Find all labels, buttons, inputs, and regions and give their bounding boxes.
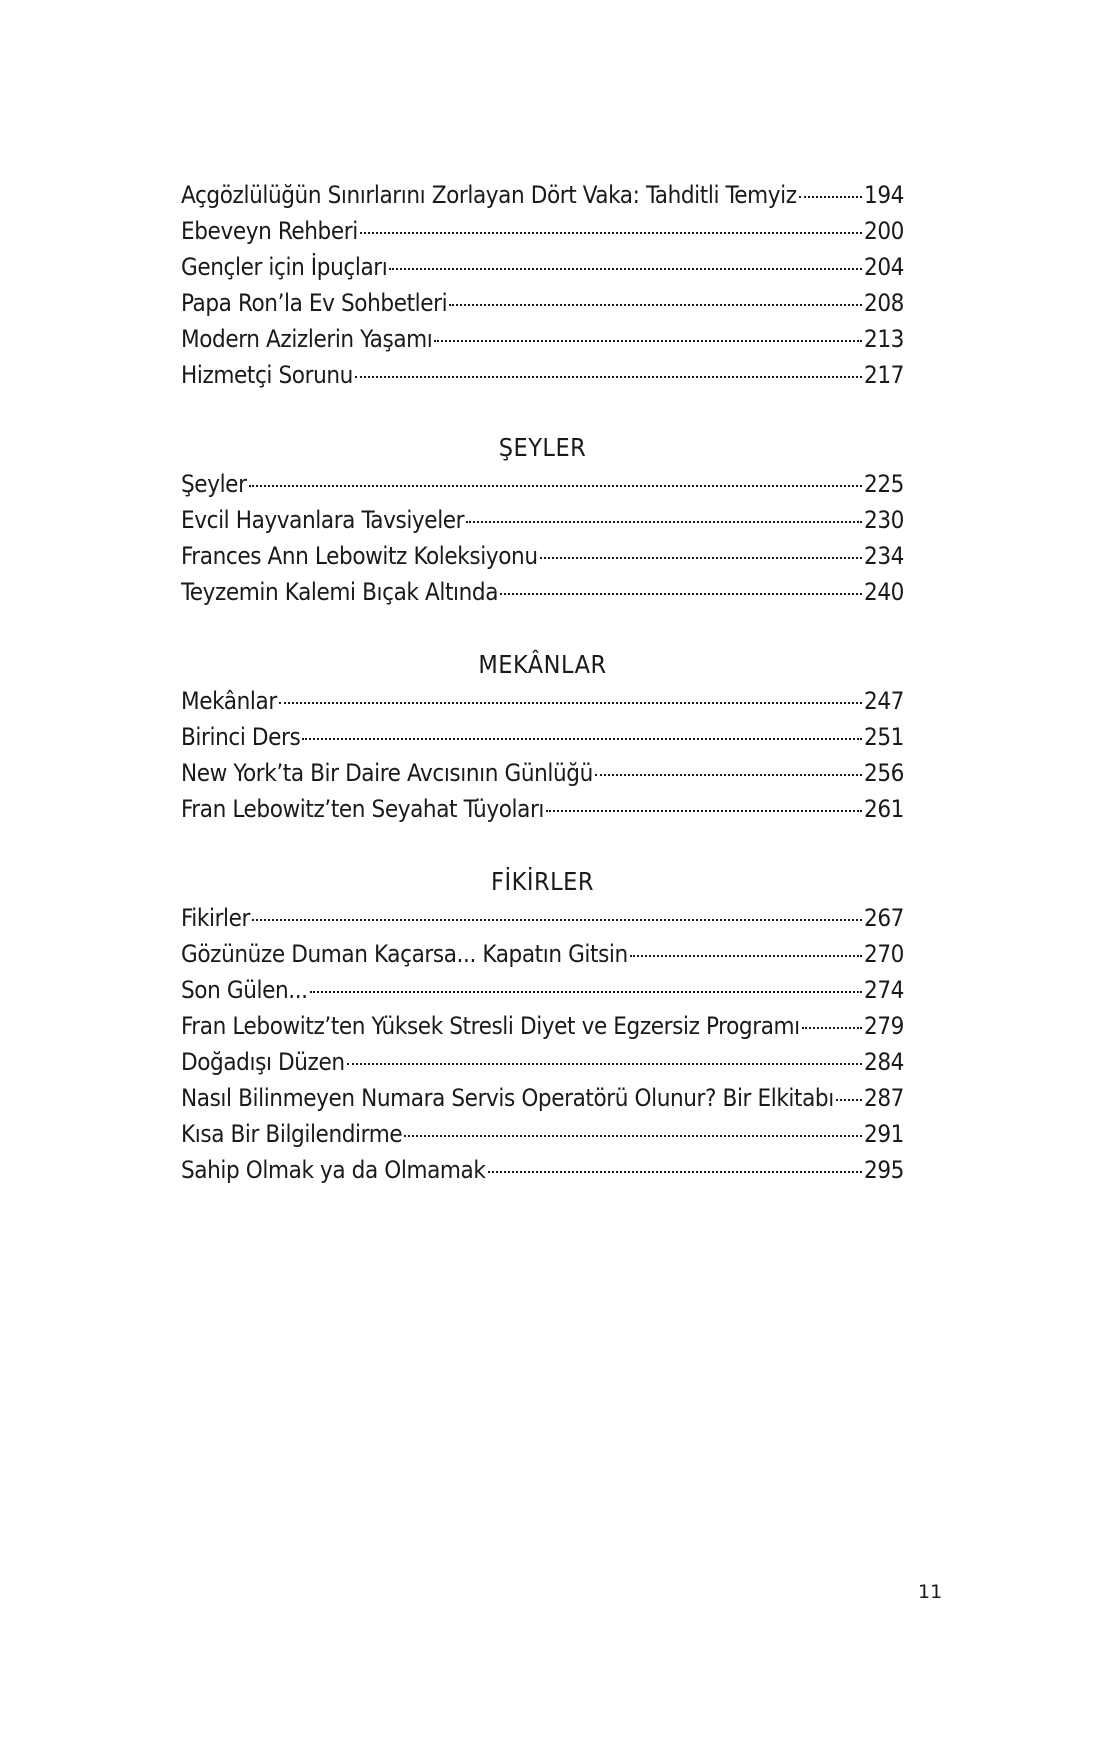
section-heading: MEKÂNLAR	[478, 650, 607, 679]
toc-section-seyler	[181, 430, 904, 610]
toc-entry	[181, 791, 904, 827]
dot-leader	[802, 1027, 862, 1029]
toc-entry-page: 240	[863, 578, 904, 606]
toc-section-intro	[181, 177, 904, 393]
toc-section-fikirler	[181, 864, 904, 1188]
toc-section-mekanlar	[181, 647, 904, 827]
dot-leader	[249, 485, 862, 487]
dot-leader	[355, 376, 862, 378]
dot-leader	[389, 268, 862, 270]
toc-entry-title: Doğadışı Düzen	[181, 1048, 345, 1076]
section-heading: ŞEYLER	[498, 433, 587, 462]
dot-leader	[500, 593, 862, 595]
toc-entry-title: Şeyler	[181, 470, 247, 498]
toc-entry-title: Gençler için İpuçları	[181, 253, 388, 281]
toc-entry-title: Frances Ann Lebowitz Koleksiyonu	[181, 542, 538, 570]
toc-entry-title: New York’ta Bir Daire Avcısının Günlüğü	[181, 759, 593, 787]
toc-entry	[181, 719, 904, 755]
toc-entry	[181, 1008, 904, 1044]
toc-entry-page: 270	[863, 940, 904, 968]
toc-entry	[181, 502, 904, 538]
dot-leader	[404, 1135, 862, 1137]
toc-entry-title: Açgözlülüğün Sınırlarını Zorlayan Dört Vaka: Tahditli Temyiz	[181, 181, 797, 209]
toc-entry	[181, 972, 904, 1008]
toc-entry-page: 208	[863, 289, 904, 317]
toc-entry	[181, 285, 904, 321]
dot-leader	[799, 196, 862, 198]
toc-entry	[181, 538, 904, 574]
dot-leader	[347, 1063, 862, 1065]
toc-entry-title: Hizmetçi Sorunu	[181, 361, 353, 389]
toc-entry-title: Ebeveyn Rehberi	[181, 217, 358, 245]
section-heading: FİKİRLER	[491, 867, 594, 896]
dot-leader	[360, 232, 862, 234]
toc-entry-title: Son Gülen...	[181, 976, 308, 1004]
toc-entry-page: 267	[863, 904, 904, 932]
toc-entry	[181, 574, 904, 610]
toc-entry	[181, 213, 904, 249]
toc-entry	[181, 755, 904, 791]
toc-entry	[181, 683, 904, 719]
toc-entry-title: Teyzemin Kalemi Bıçak Altında	[181, 578, 499, 606]
toc-entry	[181, 177, 904, 213]
toc-entry-page: 217	[863, 361, 904, 389]
toc-entry-title: Mekânlar	[181, 687, 277, 715]
toc-entry-page: 261	[863, 795, 904, 823]
dot-leader	[279, 702, 862, 704]
toc-entry-title: Gözünüze Duman Kaçarsa... Kapatın Gitsin	[181, 940, 628, 968]
toc-entry	[181, 1044, 904, 1080]
toc-entry-title: Sahip Olmak ya da Olmamak	[181, 1156, 486, 1184]
toc-entry	[181, 1080, 904, 1116]
toc-entry	[181, 249, 904, 285]
toc-entry-page: 251	[863, 723, 904, 751]
toc-entry-page: 194	[863, 181, 904, 209]
toc-entry-title: Fran Lebowitz’ten Yüksek Stresli Diyet ve Egzersiz Programı	[181, 1012, 800, 1040]
toc-entry-page: 225	[863, 470, 904, 498]
toc-entry-page: 256	[863, 759, 904, 787]
dot-leader	[252, 919, 862, 921]
toc-entry	[181, 936, 904, 972]
table-of-contents	[181, 177, 904, 1188]
toc-entry-page: 247	[863, 687, 904, 715]
toc-entry-title: Papa Ron’la Ev Sohbetleri	[181, 289, 448, 317]
toc-entry-title: Fran Lebowitz’ten Seyahat Tüyoları	[181, 795, 545, 823]
dot-leader	[488, 1171, 862, 1173]
toc-entry	[181, 321, 904, 357]
dot-leader	[434, 340, 862, 342]
toc-entry	[181, 1116, 904, 1152]
dot-leader	[836, 1099, 862, 1101]
toc-entry-title: Kısa Bir Bilgilendirme	[181, 1120, 403, 1148]
toc-entry-page: 287	[863, 1084, 904, 1112]
toc-entry-page: 234	[863, 542, 904, 570]
toc-entry-title: Nasıl Bilinmeyen Numara Servis Operatörü Olunur? Bir Elkitabı	[181, 1084, 834, 1112]
toc-entry-page: 230	[863, 506, 904, 534]
toc-entry	[181, 466, 904, 502]
toc-entry-page: 279	[863, 1012, 904, 1040]
toc-entry-page: 213	[863, 325, 904, 353]
toc-entry	[181, 357, 904, 393]
toc-entry-page: 284	[863, 1048, 904, 1076]
dot-leader	[466, 521, 862, 523]
dot-leader	[630, 955, 862, 957]
dot-leader	[302, 738, 862, 740]
toc-entry	[181, 900, 904, 936]
toc-entry-title: Fikirler	[181, 904, 251, 932]
toc-entry-title: Birinci Ders	[181, 723, 301, 751]
toc-entry-page: 295	[863, 1156, 904, 1184]
toc-entry-page: 204	[863, 253, 904, 281]
toc-entry-page: 274	[863, 976, 904, 1004]
dot-leader	[449, 304, 862, 306]
toc-entry-page: 200	[863, 217, 904, 245]
page-number: 11	[918, 1581, 943, 1603]
toc-entry	[181, 1152, 904, 1188]
dot-leader	[540, 557, 862, 559]
toc-entry-title: Modern Azizlerin Yaşamı	[181, 325, 433, 353]
toc-entry-title: Evcil Hayvanlara Tavsiyeler	[181, 506, 465, 534]
dot-leader	[310, 991, 862, 993]
dot-leader	[595, 774, 862, 776]
toc-entry-page: 291	[863, 1120, 904, 1148]
dot-leader	[546, 810, 862, 812]
